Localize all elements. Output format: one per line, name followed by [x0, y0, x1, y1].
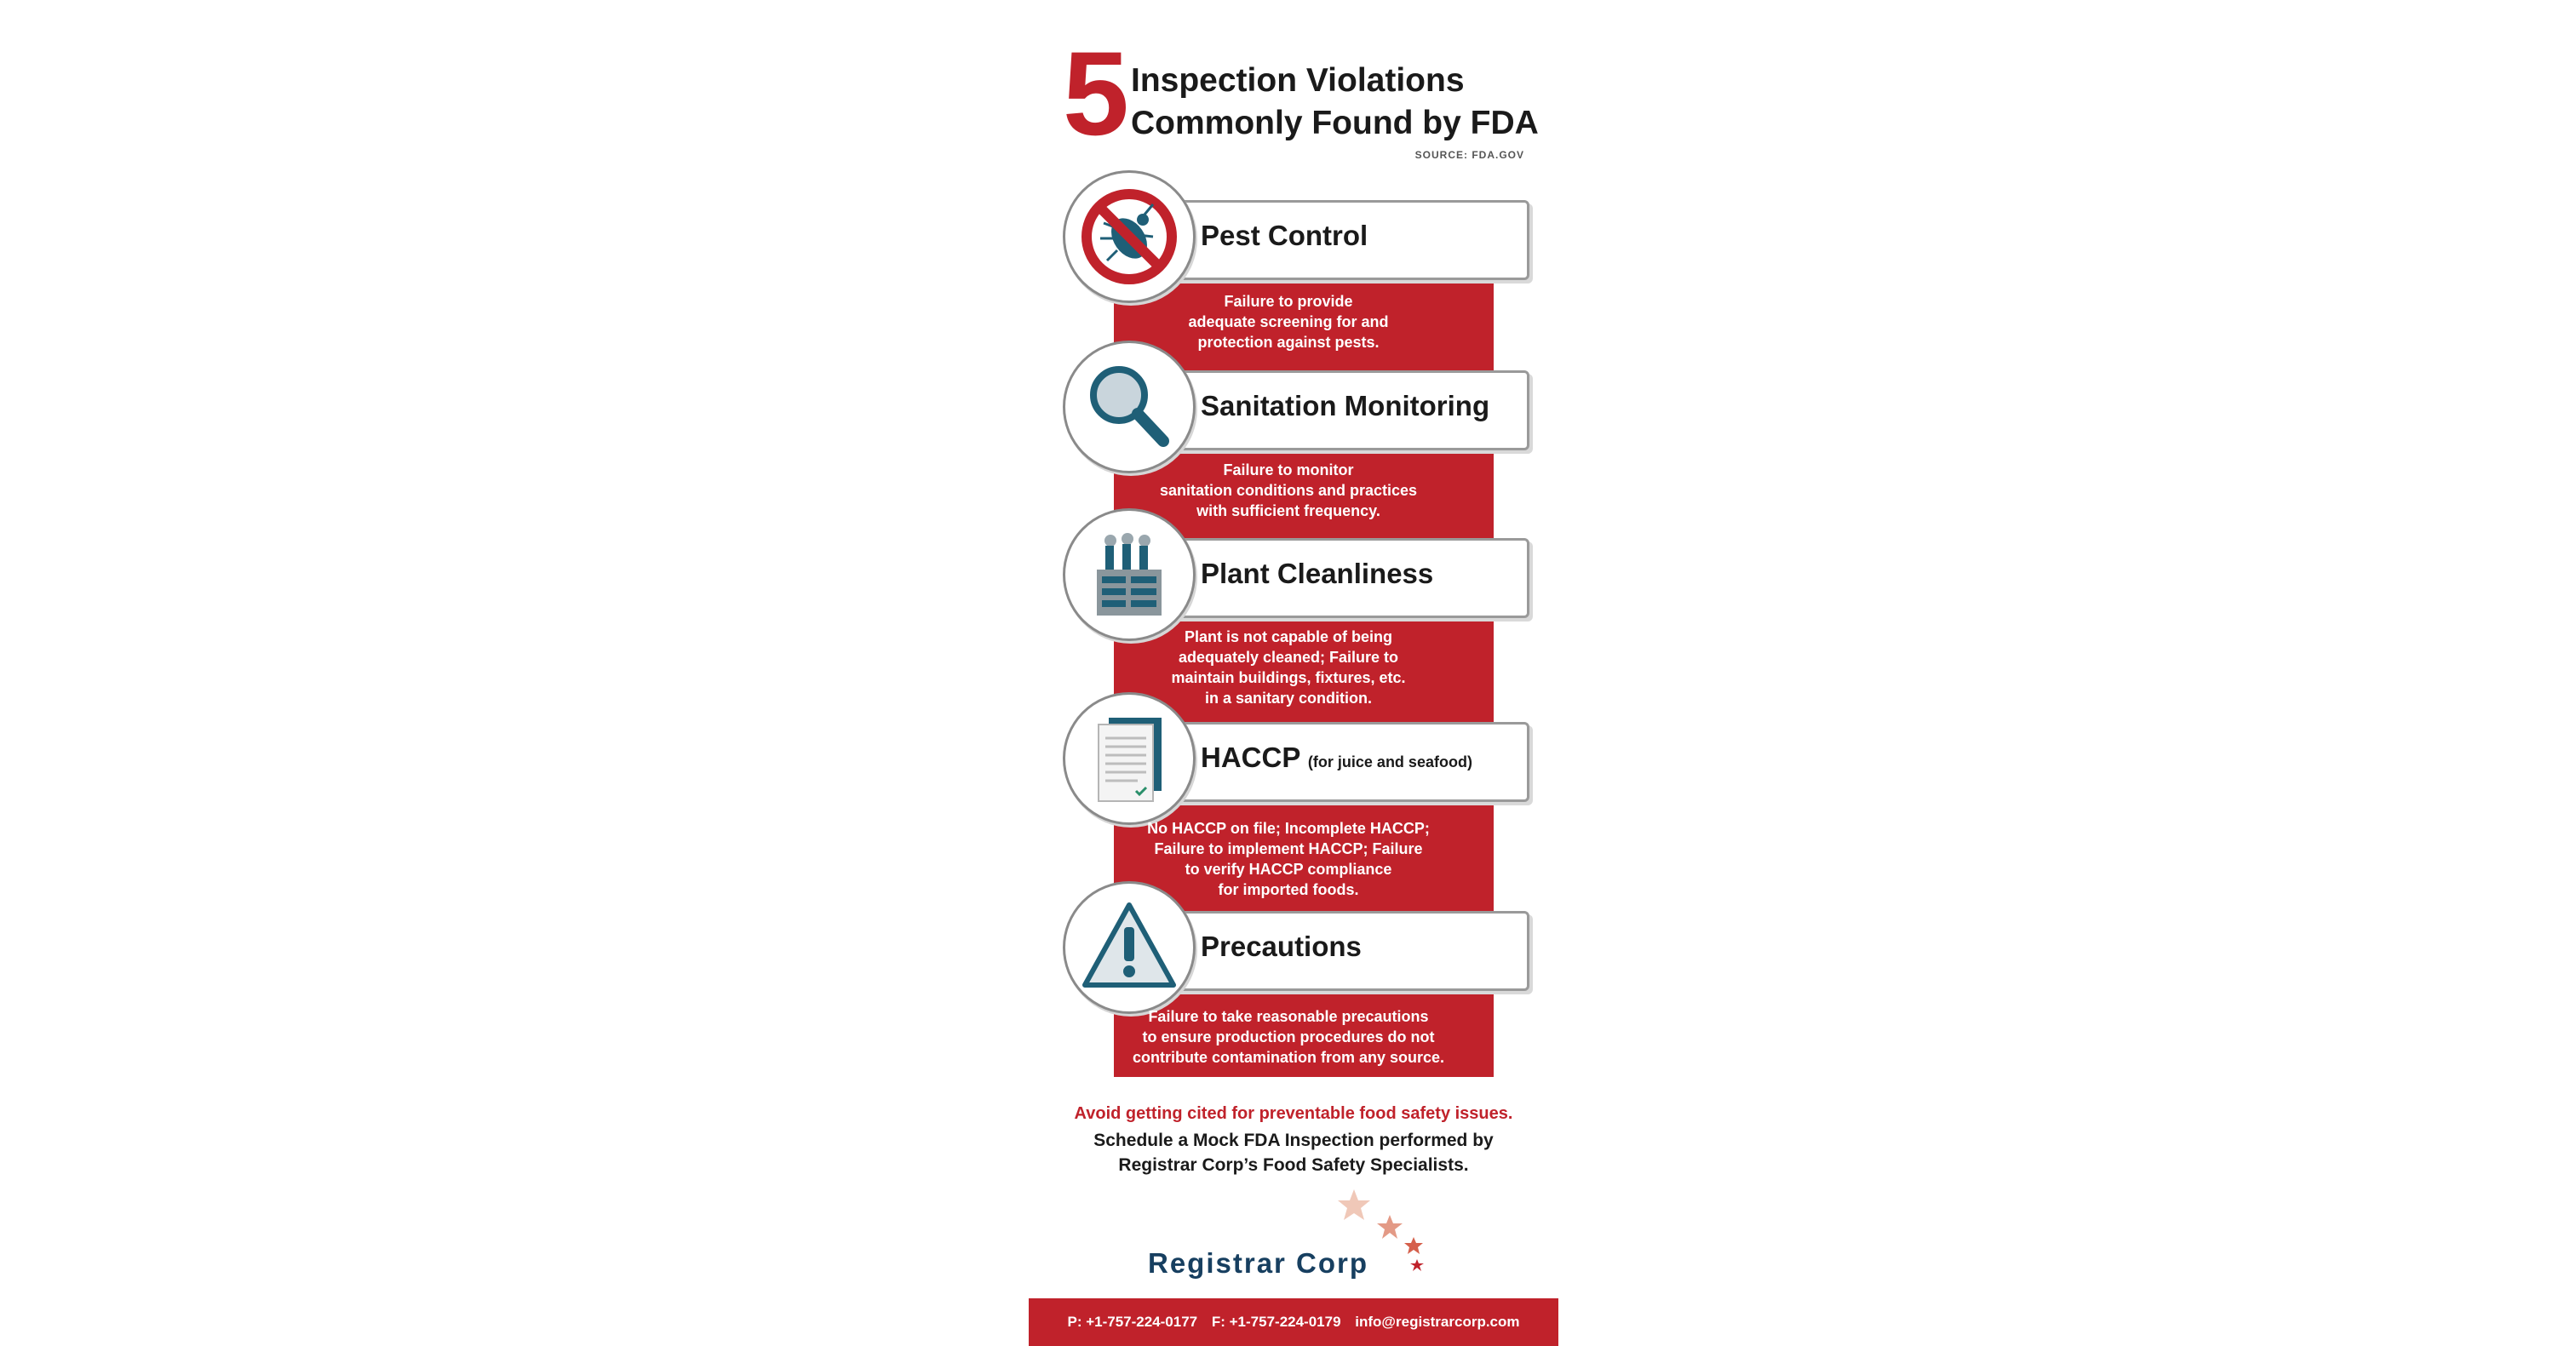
violation-title-group: [1201, 728, 1472, 792]
violation-icon-circle: [1063, 341, 1196, 473]
violation-description: Failure to provide adequate screening for and protection against pests.: [1188, 293, 1389, 351]
violation-icon-circle: [1063, 692, 1196, 825]
violation-title: Pest Control: [1201, 220, 1368, 251]
source-note: SOURCE: FDA.GOV: [1414, 149, 1524, 161]
violation-icon-circle: [1063, 508, 1196, 641]
headline-number: 5: [1063, 26, 1129, 160]
violation-description: No HACCP on file; Incomplete HACCP; Failure to implement HACCP; Failure to verify HACCP compliance for imported foods.: [1147, 820, 1430, 898]
factory-icon: [1078, 524, 1180, 626]
footer-email-link[interactable]: info@registrarcorp.com: [1355, 1314, 1520, 1330]
warning-triangle-icon: [1078, 896, 1180, 999]
infographic: [1029, 0, 1558, 1346]
violation-description: Failure to take reasonable precautions to ensure production procedures do not contribute contamination from any source.: [1132, 1008, 1445, 1066]
no-pests-icon: [1078, 186, 1180, 288]
violation-description: Plant is not capable of being adequately cleaned; Failure to maintain buildings, fixtures, etc. in a sanitary condition.: [1171, 628, 1406, 707]
violation-title: Precautions: [1201, 931, 1362, 962]
headline-line-2: Commonly Found by FDA: [1131, 105, 1539, 141]
violation-subtitle: (for juice and seafood): [1307, 753, 1472, 770]
magnifying-glass-icon: [1078, 356, 1180, 458]
headline-title: [1131, 60, 1557, 145]
logo-wordmark: Registrar Corp: [1148, 1247, 1369, 1279]
clipboard-document-icon: [1078, 707, 1180, 810]
violation-icon-circle: [1063, 170, 1196, 303]
cta-text: Schedule a Mock FDA Inspection performed by Registrar Corp’s Food Safety Specialists.: [1093, 1131, 1494, 1175]
violation-title: Sanitation Monitoring: [1201, 390, 1490, 421]
violation-icon-circle: [1063, 881, 1196, 1014]
violation-title: HACCP: [1201, 742, 1300, 773]
contact-footer: [1029, 1298, 1558, 1346]
violation-title: Plant Cleanliness: [1201, 558, 1434, 589]
headline-line-1: Inspection Violations: [1131, 62, 1465, 99]
cta-highlight: Avoid getting cited for preventable food safety issues.: [1074, 1104, 1513, 1123]
footer-phone: P: +1-757-224-0177: [1067, 1314, 1198, 1330]
violation-description: Failure to monitor sanitation conditions and practices with sufficient frequency.: [1159, 461, 1418, 519]
footer-fax: F: +1-757-224-0179: [1211, 1314, 1341, 1330]
